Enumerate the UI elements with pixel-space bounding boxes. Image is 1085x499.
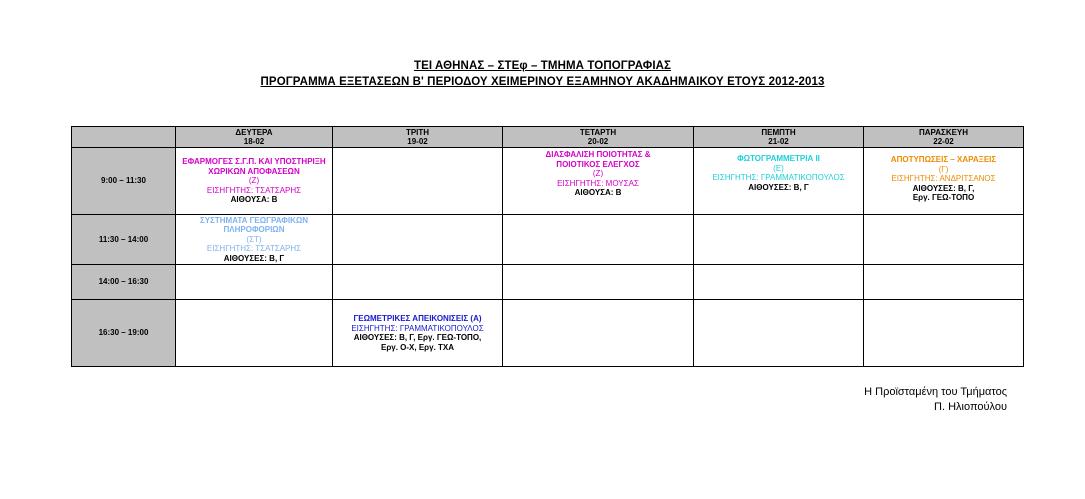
exam-schedule-table	[71, 126, 1024, 367]
day-header-tuesday	[333, 127, 503, 148]
day-header-friday	[864, 127, 1024, 148]
exam-cell-wed-1130	[503, 215, 694, 265]
exam-cell-mon-1630	[176, 300, 333, 367]
instructor: ΕΙΣΗΓΗΤΗΣ: ΤΣΑΤΣΑΡΗΣ	[206, 244, 302, 254]
course-group: (Γ)	[938, 164, 949, 174]
rooms: ΑΙΘΟΥΣΕΣ: Β, Γ,	[912, 183, 975, 193]
rooms: ΑΙΘΟΥΣΕΣ: Β, Γ	[223, 253, 285, 263]
rooms: ΑΙΘΟΥΣΑ: Β	[230, 195, 278, 205]
rooms: ΑΙΘΟΥΣΕΣ: Β, Γ, Εργ. ΓΕΩ-ΤΟΠΟ,	[353, 333, 482, 342]
corner-cell	[72, 127, 176, 148]
day-date: 18-02	[243, 137, 265, 146]
instructor: ΕΙΣΗΓΗΤΗΣ: ΜΟΥΣΑΣ	[557, 178, 639, 188]
day-header-thursday	[694, 127, 864, 148]
document-subtitle: ΠΡΟΓΡΑΜΜΑ ΕΞΕΤΑΣΕΩΝ Β' ΠΕΡΙΟΔΟΥ ΧΕΙΜΕΡΙΝΟΥ ΕΞΑΜΗΝΟΥ ΑΚΑΔΗΜΑΙΚΟΥ ΕΤΟΥΣ 2012-2013	[260, 76, 825, 88]
day-date: 19-02	[407, 137, 428, 146]
day-header-wednesday	[503, 127, 694, 148]
instructor: ΕΙΣΗΓΗΤΗΣ: ΓΡΑΜΜΑΤΙΚΟΠΟΥΛΟΣ	[712, 173, 845, 182]
exam-cell-tue-0900	[333, 148, 503, 215]
signature-name: Π. Ηλιοπούλου	[934, 401, 1007, 413]
day-name: ΤΕΤΑΡΤΗ	[579, 127, 617, 137]
slot-row-1630	[72, 300, 1024, 367]
rooms-extra: Εργ. ΓΕΩ-ΤΟΠΟ	[912, 193, 975, 203]
signature-role: Η Προϊσταμένη του Τμήματος	[864, 386, 1007, 398]
exam-cell-thu-1130	[694, 215, 864, 265]
rooms-extra: Εργ. Ο-Χ, Εργ. ΤΧΑ	[380, 342, 455, 352]
instructor: ΕΙΣΗΓΗΤΗΣ: ΓΡΑΜΜΑΤΙΚΟΠΟΥΛΟΣ	[351, 323, 484, 333]
day-name: ΠΑΡΑΣΚΕΥΗ	[918, 127, 969, 137]
course-group: (Ζ)	[248, 176, 260, 186]
instructor: ΕΙΣΗΓΗΤΗΣ: ΑΝΔΡΙΤΣΑΝΟΣ	[891, 174, 996, 184]
rooms: ΑΙΘΟΥΣΑ: Β	[574, 188, 622, 198]
exam-cell-thu-1630	[694, 300, 864, 367]
exam-cell-tue-1630	[333, 300, 503, 367]
exam-cell-thu-0900	[694, 148, 864, 215]
day-name: ΠΕΜΠΤΗ	[761, 127, 796, 137]
day-date: 20-02	[587, 137, 609, 146]
course-name: ΕΦΑΡΜΟΓΕΣ Σ.Γ.Π. ΚΑΙ ΥΠΟΣΤΗΡΙΞΗ ΧΩΡΙΚΩΝ ΑΠΟΦΑΣΕΩΝ	[182, 157, 326, 176]
time-slot-label: 16:30 – 19:00	[72, 300, 176, 367]
exam-cell-tue-1400	[333, 265, 503, 300]
course-name: ΣΥΣΤΗΜΑΤΑ ΓΕΩΓΡΑΦΙΚΩΝ ΠΛΗΡΟΦΟΡΙΩΝ	[199, 215, 309, 235]
course-name: ΔΙΑΣΦΑΛΙΣΗ ΠΟΙΟΤΗΤΑΣ & ΠΟΙΟΤΙΚΟΣ ΕΛΕΓΧΟΣ	[545, 150, 651, 169]
day-name: ΤΡΙΤΗ	[405, 127, 430, 137]
day-header-monday	[176, 127, 333, 148]
header-row	[72, 127, 1024, 148]
exam-cell-mon-0900	[176, 148, 333, 215]
rooms: ΑΙΘΟΥΣΕΣ: Β, Γ	[748, 182, 809, 192]
exam-cell-fri-1130	[864, 215, 1024, 265]
day-name: ΔΕΥΤΕΡΑ	[235, 127, 273, 137]
exam-cell-fri-0900	[864, 148, 1024, 215]
course-group: (ΣΤ)	[246, 234, 262, 244]
slot-row-0900	[72, 148, 1024, 215]
course-group: (Ζ)	[592, 169, 604, 179]
exam-cell-thu-1400	[694, 265, 864, 300]
instructor: ΕΙΣΗΓΗΤΗΣ: ΤΣΑΤΣΑΡΗΣ	[206, 185, 302, 195]
course-name: ΑΠΟΤΥΠΩΣΕΙΣ – ΧΑΡΑΞΕΙΣ	[890, 155, 997, 165]
exam-cell-tue-1130	[333, 215, 503, 265]
day-date: 21-02	[768, 137, 789, 146]
exam-cell-fri-1630	[864, 300, 1024, 367]
exam-cell-fri-1400	[864, 265, 1024, 300]
time-slot-label: 9:00 – 11:30	[72, 148, 176, 215]
course-group: (Ε)	[773, 163, 784, 173]
exam-cell-wed-1630	[503, 300, 694, 367]
document-title: ΤΕΙ ΑΘΗΝΑΣ – ΣΤΕφ – ΤΜΗΜΑ ΤΟΠΟΓΡΑΦΙΑΣ	[413, 60, 672, 72]
time-slot-label: 11:30 – 14:00	[72, 215, 176, 265]
exam-cell-wed-1400	[503, 265, 694, 300]
slot-row-1400	[72, 265, 1024, 300]
exam-cell-wed-0900	[503, 148, 694, 215]
exam-cell-mon-1400	[176, 265, 333, 300]
course-name: ΓΕΩΜΕΤΡΙΚΕΣ ΑΠΕΙΚΟΝΙΣΕΙΣ (Α)	[353, 314, 482, 323]
day-date: 22-02	[933, 137, 954, 146]
slot-row-1130	[72, 215, 1024, 265]
exam-cell-mon-1130	[176, 215, 333, 265]
time-slot-label: 14:00 – 16:30	[72, 265, 176, 300]
course-name: ΦΩΤΟΓΡΑΜΜΕΤΡΙΑ ΙΙ	[737, 154, 820, 163]
